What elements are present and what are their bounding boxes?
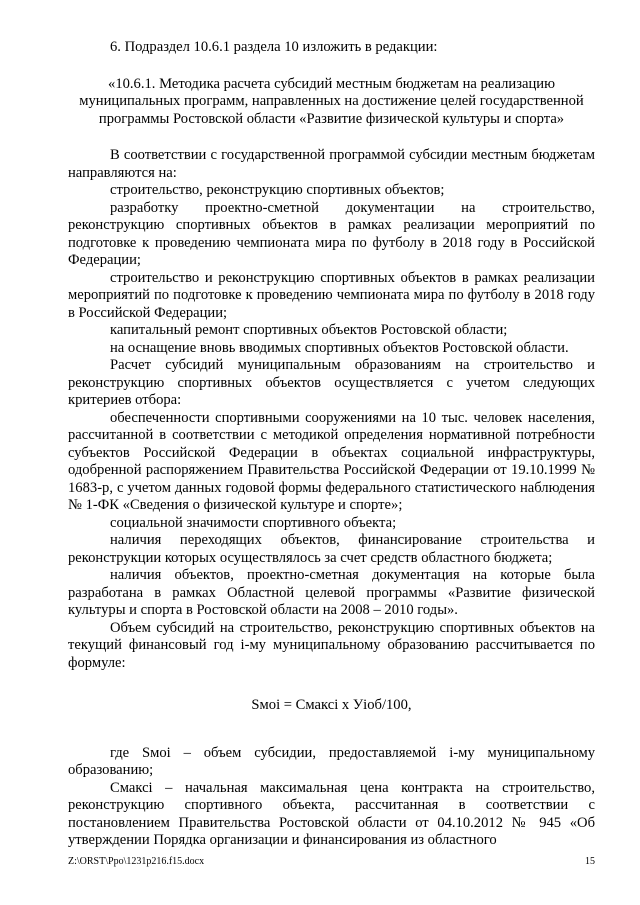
definition-smoi: где Sмоi – объем субсидии, предоставляемой i-му муниципальному образованию; (68, 744, 595, 778)
section-title: «10.6.1. Методика расчета субсидий местным бюджетам на реализацию муниципальных программ, направленных на достижение целей государственной программы Ростовской области «Развитие физической культуры и спорта» (79, 75, 584, 127)
paragraph-intro: В соответствии с государственной программой субсидии местным бюджетам направляются на: (68, 147, 595, 181)
criterion-facilities-provision: обеспеченности спортивными сооружениями на 10 тыс. человек населения, рассчитанной в соответствии с методикой определения нормативной потребности субъектов Российской Федерации в объектах социальной инфраструктуры, одобренной распоряжением Правительства Российской Федерации от 19.10.1999 № 1683-р, с учетом данных годовой формы федерального статистического наблюдения № 1-ФК «Сведения о физической культуре и спорте»; (68, 409, 595, 513)
paragraph-selection-criteria: Расчет субсидий муниципальным образованиям на строительство и реконструкцию спортивных объектов осуществляется с учетом следующих критериев отбора: (68, 357, 595, 408)
criterion-social-significance: социальной значимости спортивного объекта; (110, 514, 397, 531)
list-item-construction: строительство, реконструкцию спортивных объектов; (110, 182, 445, 198)
list-item-world-cup-construction: строительство и реконструкцию спортивных объектов в рамках реализации мероприятий по подготовке к проведению чемпионата мира по футболу в 2018 году в Российской Федерации; (68, 269, 595, 321)
amendment-heading: 6. Подраздел 10.6.1 раздела 10 изложить в редакции: (110, 39, 438, 55)
definition-smaxi: Смаксi – начальная максимальная цена контракта на строительство, реконструкцию спортивного объекта, рассчитанная в соответствии с постановлением Правительства Ростовской области от 04.10.2012 № 945 «Об утверждении Порядка организации и финансирования из областного (68, 779, 595, 848)
footer-file-path: Z:\ORST\Ppo\1231p216.f15.docx (68, 856, 205, 867)
criterion-ongoing-objects: наличия переходящих объектов, финансирование строительства и реконструкции которых осуществлялось за счет средств областного бюджета; (68, 532, 595, 566)
subsidy-formula: Sмоi = Смаксi x Уioб/100, (251, 697, 412, 713)
document-body (68, 39, 595, 850)
list-item-capital-repair: капитальный ремонт спортивных объектов Ростовской области; (110, 322, 508, 338)
page-number: 15 (585, 856, 595, 867)
list-item-design-documentation: разработку проектно-сметной документации на строительство, реконструкцию спортивных объектов в рамках реализации мероприятий по подготовке к проведению чемпионата мира по футболу в 2018 году в Российской Федерации; (68, 199, 595, 268)
paragraph-subsidy-volume: Объем субсидий на строительство, реконструкцию спортивных объектов на текущий финансовый год i-му муниципальному образованию рассчитывается по формуле: (68, 619, 595, 671)
criterion-design-documentation: наличия объектов, проектно-сметная документация на которые была разработана в рамках Областной целевой программы «Развитие физической культуры и спорта в Ростовской области на 2008 – 2010 годы». (68, 567, 595, 618)
list-item-equipment: на оснащение вновь вводимых спортивных объектов Ростовской области. (110, 339, 569, 356)
page-footer (68, 856, 595, 868)
